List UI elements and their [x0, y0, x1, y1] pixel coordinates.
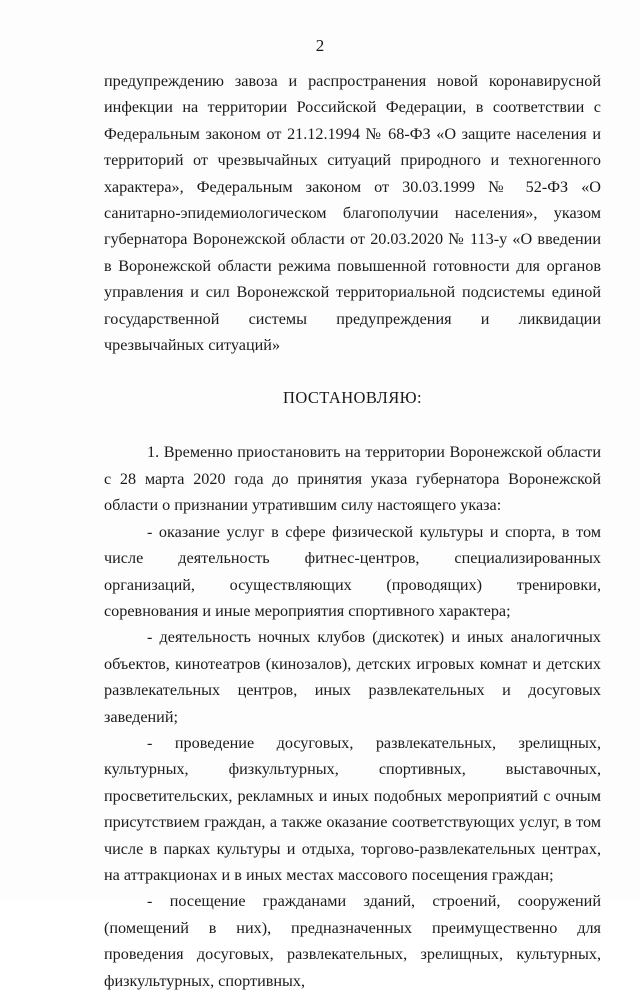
- clause-paragraph: - проведение досуговых, развлекательных, зрелищных, культурных, физкультурных, спортивных, выставочных, просветительских, рекламных и иных подобных мероприятий с очным присутствием граждан, а также оказание соответствующих услуг, в том числе в парках культуры и отдыха, торгово-развлекательных центрах, на аттракционах и в иных местах массового посещения граждан;: [104, 733, 601, 884]
- clause-paragraph: - посещение гражданами зданий, строений, сооружений (помещений в них), предназначенных преимущественно для проведения досуговых, развлекательных, зрелищных, культурных, физкультурных, спортивных,: [104, 892, 601, 990]
- intro-paragraph: предупреждению завоза и распространения новой коронавирусной инфекции на территории Российской Федерации, в соответствии с Федеральным законом от 21.12.1994 № 68-ФЗ «О защите населения и территорий от чрезвычайных ситуаций природного и техногенного характера», Федеральным законом от 30.03.1999 № 52-ФЗ «О санитарно-эпидемиологическом благополучии населения», указом губернатора Воронежской области от 20.03.2020 № 113-у «О введении в Воронежской области режима повышенной готовности для органов управления и сил Воронежской территориальной подсистемы единой государственной системы предупреждения и ликвидации чрезвычайных ситуаций»: [104, 72, 601, 355]
- clause-paragraph: 1. Временно приостановить на территории Воронежской области с 28 марта 2020 года до принятия указа губернатора Воронежской области о признании утратившим силу настоящего указа:: [104, 443, 601, 515]
- document-body: [104, 68, 601, 994]
- clause-paragraph: - деятельность ночных клубов (дискотек) и иных аналогичных объектов, кинотеатров (кинозалов), детских игровых комнат и детских развлекательных центров, иных развлекательных и досуговых заведений;: [104, 628, 601, 726]
- decree-heading: ПОСТАНОВЛЯЮ:: [283, 388, 422, 408]
- clause-paragraph: - оказание услуг в сфере физической культуры и спорта, в том числе деятельность фитнес-центров, специализированных организаций, осуществляющих (проводящих) тренировки, соревнования и иные мероприятия спортивного характера;: [104, 522, 601, 620]
- page-number: 2: [315, 36, 325, 55]
